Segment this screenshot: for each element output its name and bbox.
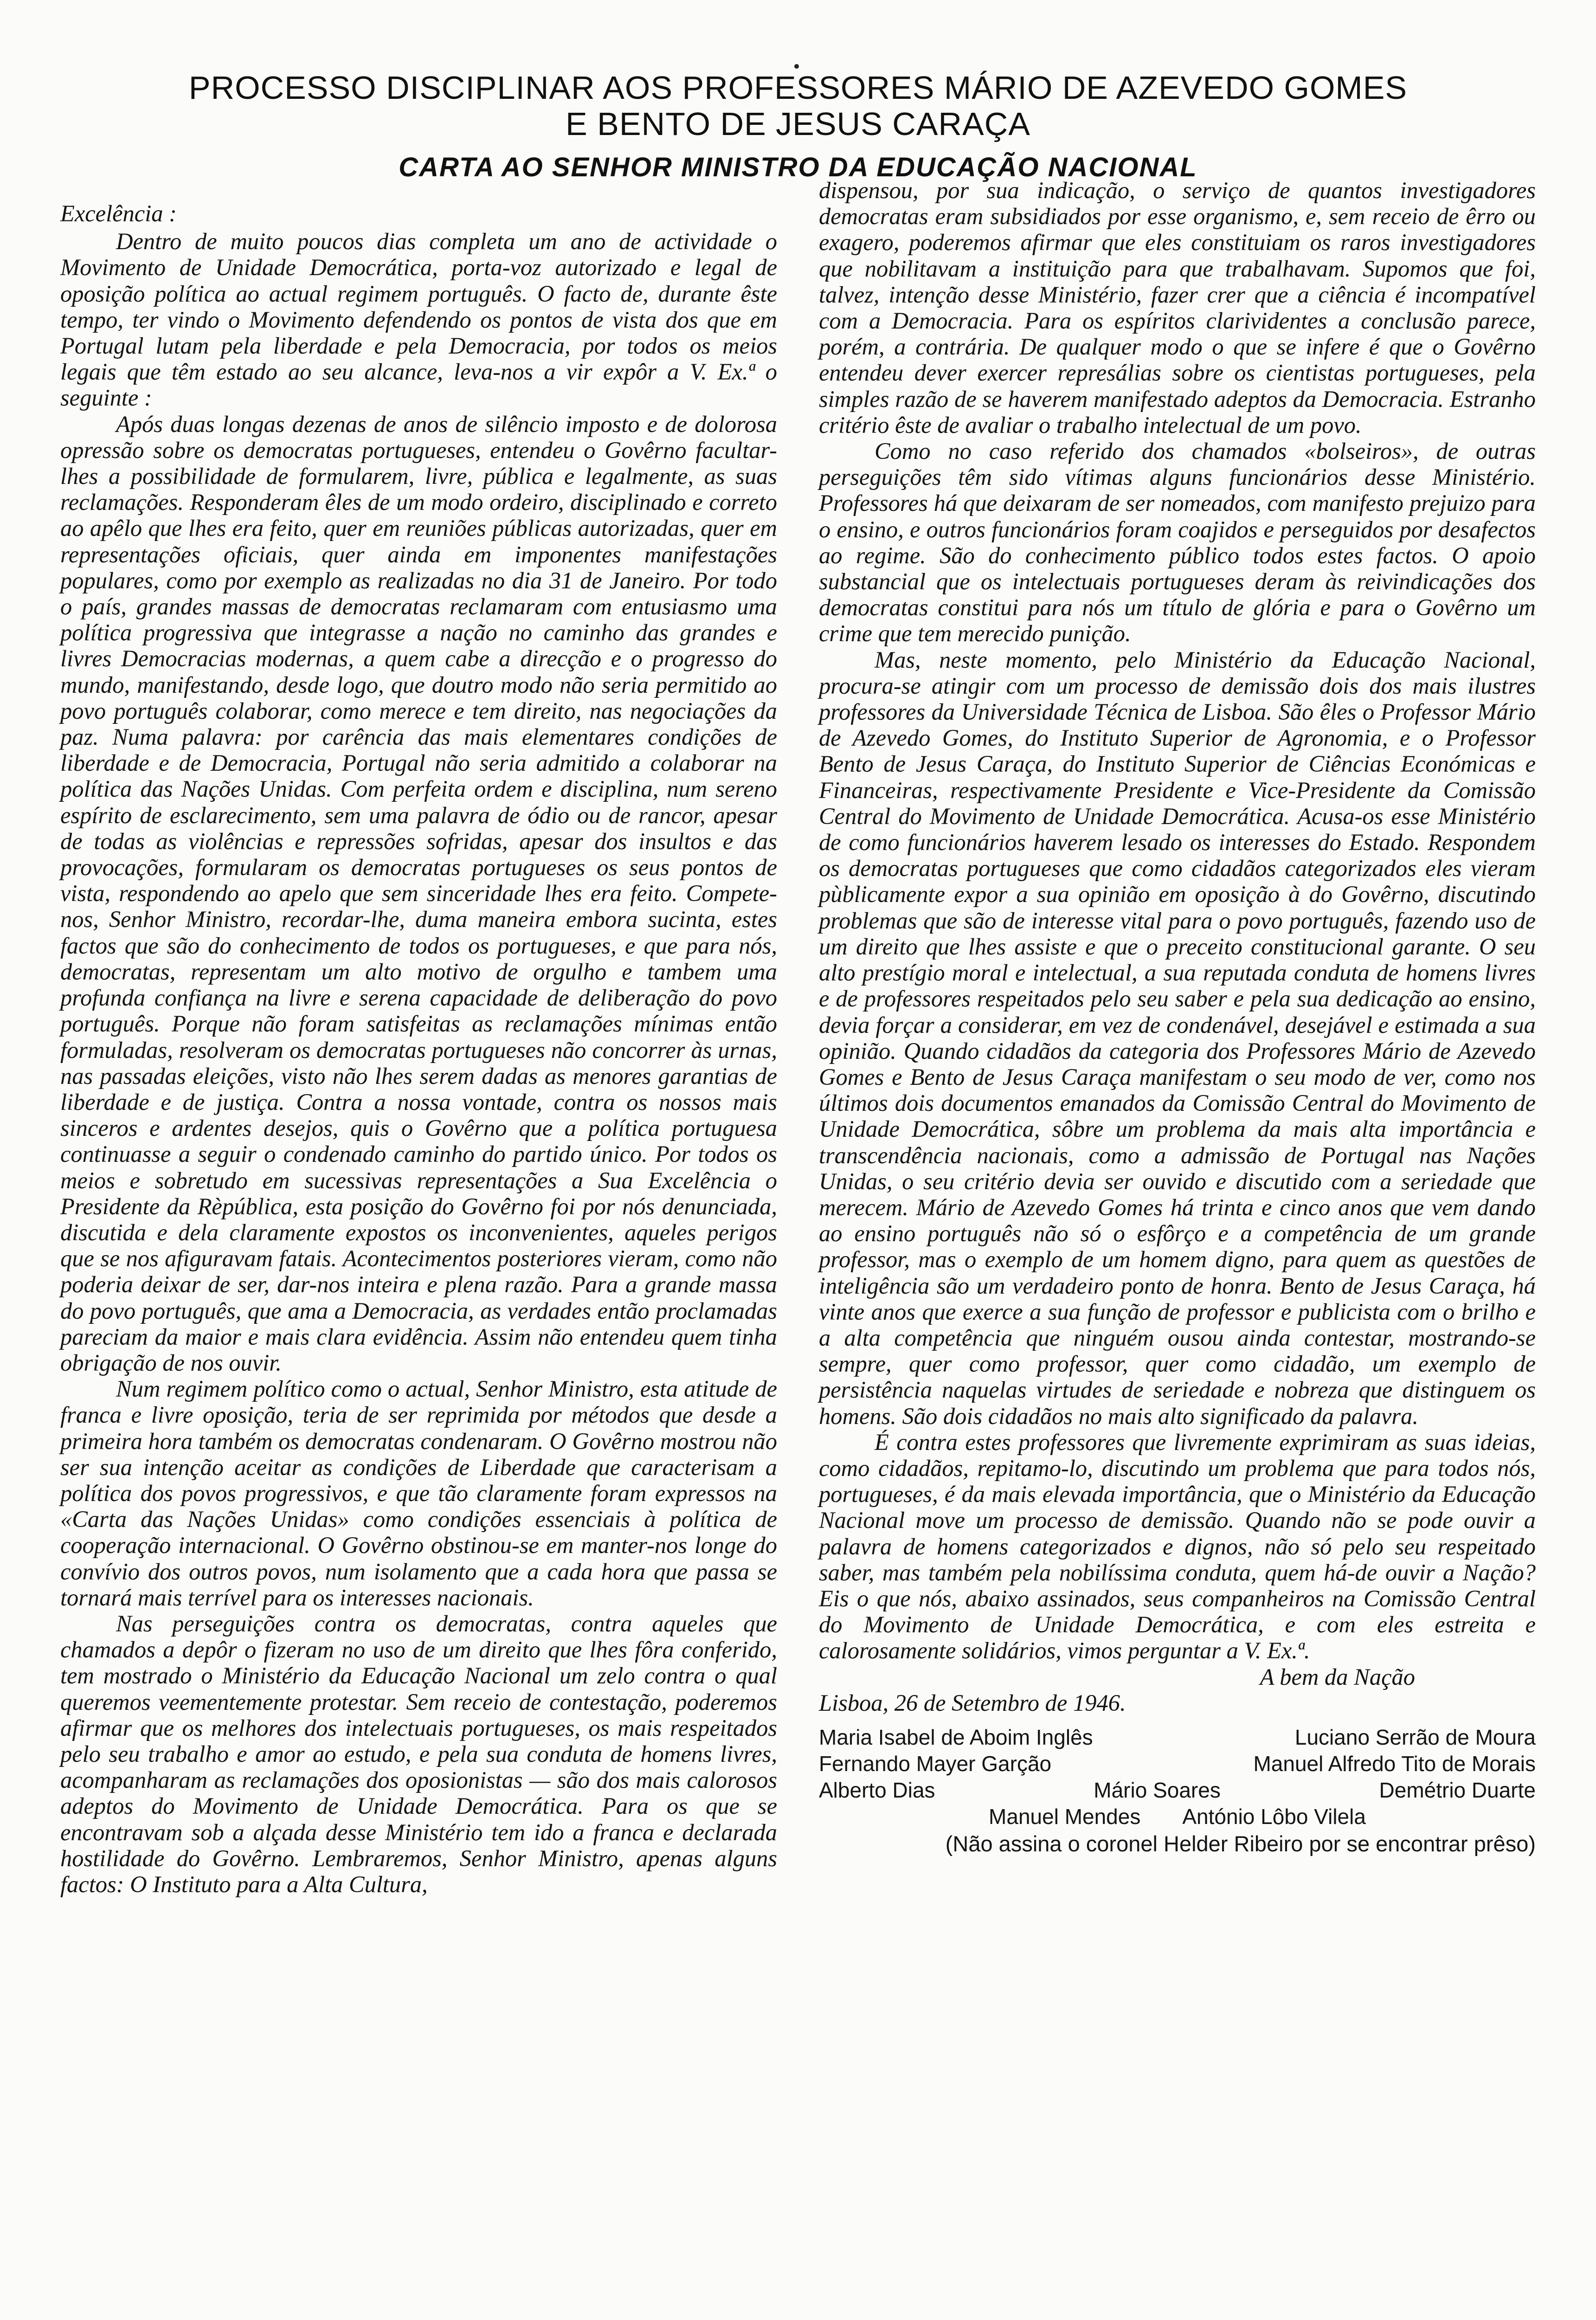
signatory-name: Manuel Alfredo Tito de Morais (1253, 1751, 1536, 1776)
left-column (60, 200, 777, 1897)
signature-row (819, 1751, 1536, 1777)
letter-subtitle: CARTA AO SENHOR MINISTRO DA EDUCAÇÃO NACIONAL (399, 152, 1197, 182)
place-date: Lisboa, 26 de Setembro de 1946. (819, 1689, 1126, 1716)
signature-block (819, 1724, 1536, 1830)
paragraph: Num regimem político como o actual, Senhor Ministro, esta atitude de franca e livre oposição, teria de ser reprimida por métodos que desde a primeira hora também os democratas condenaram. O Govêrno mostrou não ser sua intenção aceitar as condições de Liberdade que caracterisam a política dos povos progressivos, e que tão claramente foram expressos na «Carta das Nações Unidas» como condições essenciais à política de cooperação internacional. O Govêrno obstinou-se em manter-nos longe do convívio dos outros povos, num isolamento que a cada hora que passa se tornará mais terrível para os interesses nacionais. (60, 1376, 777, 1611)
signature-row (819, 1724, 1536, 1751)
signatory-name: Fernando Mayer Garção (819, 1751, 1052, 1776)
salutation: Excelência : (60, 200, 177, 226)
paragraph: Após duas longas dezenas de anos de silêncio imposto e de dolorosa opressão sobre os democratas portugueses, entendeu o Govêrno facultar-lhes a possibilidade de formularem, livre, pública e legalmente, as suas reclamações. Responderam êles de um modo ordeiro, disciplinado e correto ao apêlo que lhes era feito, quer em reuniões públicas autorizadas, quer em representações oficiais, quer ainda em imponentes manifestações populares, como por exemplo as realizadas no dia 31 de Janeiro. Por todo o país, grandes massas de democratas reclamaram com entusiasmo uma política progressiva que integrasse a nação no caminho das grandes e livres Democracias modernas, a quem cabe a direcção e o progresso do mundo, manifestando, desde logo, que doutro modo não seria permitido ao povo português colaborar, como merece e tem direito, nas negociações da paz. Numa palavra: por carência das mais elementares condições de liberdade e de Democracia, Portugal não seria admitido a colaborar na política das Nações Unidas. Com perfeita ordem e disciplina, num sereno espírito de esclarecimento, sem uma palavra de ódio ou de rancor, apesar de todas as violências e repressões sofridas, apesar dos insultos e das provocações, formularam os democratas portugueses os seus pontos de vista, respondendo ao apelo que sem sinceridade lhes era feito. Compete-nos, Senhor Ministro, recordar-lhe, duma maneira embora sucinta, estes factos que são do conhecimento de todos os portugueses, e que para nós, democratas, representam um alto motivo de orgulho e tambem uma profunda confiança na livre e serena capacidade de deliberação do povo português. Porque não foram satisfeitas as reclamações mínimas então formuladas, resolveram os democratas portugueses não concorrer às urnas, nas passadas eleições, visto não lhes serem dadas as menores garantias de liberdade e de justiça. Contra a nossa vontade, contra os nossos mais sinceros e ardentes desejos, quis o Govêrno que a política portuguesa continuasse a seguir o condenado caminho do partido único. Por todos os meios e sobretudo em sucessivas representações a Sua Excelência o Presidente da Rèpública, esta posição do Govêrno foi por nós denunciada, discutida e dela claramente expostos os inconvenientes, aqueles perigos que se nos afiguravam fatais. Acontecimentos posteriores vieram, como não poderia deixar de ser, dar-nos inteira e plena razão. Para a grande massa do povo português, que ama a Democracia, as verdades então proclamadas pareciam da maior e mais clara evidência. Assim não entendeu quem tinha obrigação de nos ouvir. (60, 411, 777, 1376)
right-column (819, 177, 1536, 1897)
signatory-name: Luciano Serrão de Moura (1294, 1725, 1536, 1749)
paragraph: Como no caso referido dos chamados «bolseiros», de outras perseguições têm sido vítimas alguns funcionários desse Ministério. Professores há que deixaram de ser nomeados, com manifesto prejuizo para o ensino, e outros funcionários foram coajidos e perseguidos por desafectos ao regime. São do conhecimento público todos estes factos. O apoio substancial que os intelectuais portugueses deram às reivindicações dos democratas constitui para nós um título de glória e para o Govêrno um crime que tem merecido punição. (819, 438, 1536, 647)
paragraph: Mas, neste momento, pelo Ministério da Educação Nacional, procura-se atingir com um processo de demissão dois dos mais ilustres professores da Universidade Técnica de Lisboa. São êles o Professor Mário de Azevedo Gomes, do Instituto Superior de Agronomia, e o Professor Bento de Jesus Caraça, do Instituto Superior de Ciências Económicas e Financeiras, respectivamente Presidente e Vice-Presidente da Comissão Central do Movimento de Unidade Democrática. Acusa-os esse Ministério de como funcionários haverem lesado os interesses do Estado. Respondem os democratas portugueses que como cidadãos categorizados eles vieram pùblicamente expor a sua opinião em oposição à do Govêrno, discutindo problemas que são de interesse vital para o povo português, fazendo uso de um direito que lhes assiste e que o preceito constitucional garante. O seu alto prestígio moral e intelectual, a sua reputada conduta de homens livres e de professores respeitados pelo seu saber e pela sua dedicação ao ensino, devia forçar a considerar, em vez de condenável, desejável e estimada a sua opinião. Quando cidadãos da categoria dos Professores Mário de Azevedo Gomes e Bento de Jesus Caraça manifestam o seu modo de ver, como nos últimos dois documentos emanados da Comissão Central do Movimento de Unidade Democrática, sôbre um problema da mais alta importância e transcendência nacionais, como a admissão de Portugal nas Nações Unidas, o seu critério devia ser ouvido e discutido com a seriedade que merecem. Mário de Azevedo Gomes há trinta e cinco anos que vem dando ao ensino português não só o esfôrço e a competência de um grande professor, mas o exemplo de um homem digno, para quem as questões de inteligência são um verdadeiro ponto de honra. Bento de Jesus Caraça, há vinte anos que exerce a sua função de professor e publicista com o brilho e a alta competência que ninguém ousou ainda contestar, mostrando-se sempre, quer como professor, quer como cidadão, um exemplo de persistência naquelas virtudes de seriedade e nobreza que distinguem os homens. São dois cidadãos no mais alto significado da palavra. (819, 646, 1536, 1429)
paragraph: É contra estes professores que livremente exprimiram as suas ideias, como cidadãos, repitamo-lo, discutindo um problema que para todos nós, portugueses, é da mais elevada importância, que o Ministério da Educação Nacional move um processo de demissão. Quando não se pode ouvir a palavra de homens categorizados e dignos, não só pelo seu respeitado saber, mas também pela nobilíssima conduta, quem há-de ouvir a Nação? Eis o que nós, abaixo assinados, seus companheiros na Comissão Central do Movimento de Unidade Democrática, e com eles estreita e calorosamente solidários, vimos perguntar a V. Ex.ª. (819, 1429, 1536, 1664)
signatory-name: Demétrio Duarte (1379, 1778, 1536, 1802)
paragraph: Nas perseguições contra os democratas, contra aqueles que chamados a depôr o fizeram no uso de um direito que lhes fôra conferido, tem mostrado o Ministério da Educação Nacional um zelo contra o qual queremos veementemente protestar. Sem receio de contestação, poderemos afirmar que os melhores dos intelectuais portugueses, os mais respeitados pelo seu trabalho e amor ao estudo, e pela sua conduta de homens livres, acompanharam as reclamações dos oposionistas — são dos mais calorosos adeptos do Movimento de Unidade Democrática. Para os que se encontravam sob a alçada desse Ministério tem ido a franca e declarada hostilidade do Govêrno. Lembraremos, Senhor Ministro, apenas alguns factos: O Instituto para a Alta Cultura, (60, 1610, 777, 1897)
title-line-2: E BENTO DE JESUS CARAÇA (566, 106, 1030, 142)
signature-row (819, 1804, 1536, 1830)
print-dot (794, 64, 799, 69)
signatory-name: Alberto Dias (819, 1778, 935, 1802)
signatory-name: António Lôbo Vilela (1182, 1804, 1366, 1829)
document-title (60, 70, 1536, 142)
signatory-name: Manuel Mendes (989, 1804, 1141, 1829)
signature-note: (Não assina o coronel Helder Ribeiro por se encontrar prêso) (945, 1831, 1536, 1856)
title-line-1: PROCESSO DISCIPLINAR AOS PROFESSORES MÁRIO DE AZEVEDO GOMES (188, 70, 1408, 106)
signatory-name: Mário Soares (1094, 1778, 1221, 1802)
paragraph: dispensou, por sua indicação, o serviço de quantos investigadores democratas eram subsidiados por esse organismo, e, sem receio de êrro ou exagero, poderemos afirmar que eles constituiam os raros investigadores que nobilitavam a instituição para que trabalhavam. Supomos que foi, talvez, intenção desse Ministério, fazer crer que a ciência é incompatível com a Democracia. Para os espíritos clarividentes a conclusão parece, porém, a contrária. De qualquer modo o que se infere é que o Govêrno entendeu dever exercer represálias sobre os cientistas portugueses, pela simples razão de se haverem manifestado adeptos da Democracia. Estranho critério êste de avaliar o trabalho intelectual de um povo. (819, 177, 1536, 438)
signature-row (819, 1777, 1536, 1804)
closing-formula: A bem da Nação (1260, 1663, 1415, 1690)
paragraph: Dentro de muito poucos dias completa um ano de actividade o Movimento de Unidade Democrática, porta-voz autorizado e legal de oposição política ao actual regimem português. O facto de, durante êste tempo, ter vindo o Movimento defendendo os pontos de vista dos que em Portugal lutam pela liberdade e pela Democracia, por todos os meios legais que têm estado ao seu alcance, leva-nos a vir expôr a V. Ex.ª o seguinte : (60, 228, 777, 411)
signatory-name: Maria Isabel de Aboim Inglês (819, 1725, 1093, 1749)
text-columns (60, 177, 1536, 1897)
